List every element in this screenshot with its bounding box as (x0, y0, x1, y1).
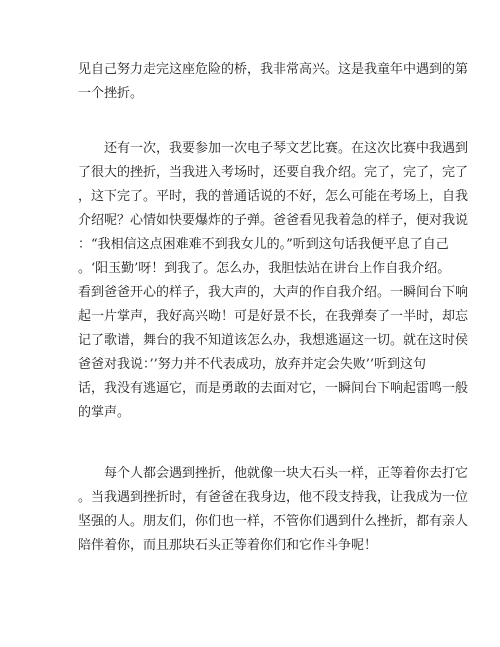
text-line: 话，我没有逃逼它，而是勇敢的去面对它，一瞬间台下响起雷鸣一般 (78, 381, 469, 396)
text-line: 每个人都会遇到挫折，他就像一块大石头一样，正等着你去打它 (104, 466, 469, 481)
text-line: 还有一次，我要参加一次电子琴文艺比赛。在这次比赛中我遇到 (104, 141, 469, 156)
text-line: 记了歌谱，舞台的我不知道该怎么办，我想逃逼这一切。就在这时侯 (78, 333, 469, 348)
text-line: 起一片掌声，我好高兴呦！可是好景不长，在我弹奏了一半时，却忘 (78, 309, 469, 324)
text-line: 介绍呢？心情如快要爆炸的子弹。爸爸看见我着急的样子，便对我说 (78, 213, 469, 228)
paragraph-1 (78, 58, 469, 106)
text-line: ：“我相信这点困难难不到我女儿的。”听到这句话我便平息了自己 (78, 237, 449, 252)
text-line: 坚强的人。朋友们，你们也一样，不管你们遇到什么挫折，都有亲人 (78, 514, 469, 529)
text-line: ，这下完了。平时，我的普通话说的不好，怎么可能在考场上，自我 (78, 189, 469, 204)
text-line: 了很大的挫折，当我进入考场时，还要自我介绍。完了，完了，完了 (78, 165, 469, 180)
text-line: 爸爸对我说：’’努力并不代表成功，放弃并定会失败’’听到这句 (78, 357, 427, 372)
paragraph-2 (78, 137, 469, 425)
text-line: 。当我遇到挫折时，有爸爸在我身边，他不段支持我，让我成为一位 (78, 490, 469, 505)
paragraph-3 (78, 462, 469, 558)
text-line: 见自己努力走完这座危险的桥，我非常高兴。这是我童年中遇到的第 (78, 62, 469, 77)
text-line: 的掌声。 (78, 405, 131, 420)
text-line: 一个挫折。 (78, 86, 144, 101)
text-line: 看到爸爸开心的样子，我大声的，大声的作自我介绍。一瞬间台下响 (78, 285, 469, 300)
text-line: 陪伴着你，而且那块石头正等着你们和它作斗争呢！ (78, 538, 378, 553)
text-line: 。‘阳玉勤’呀！到我了。怎么办，我胆怯站在讲台上作自我介绍。 (78, 261, 451, 276)
